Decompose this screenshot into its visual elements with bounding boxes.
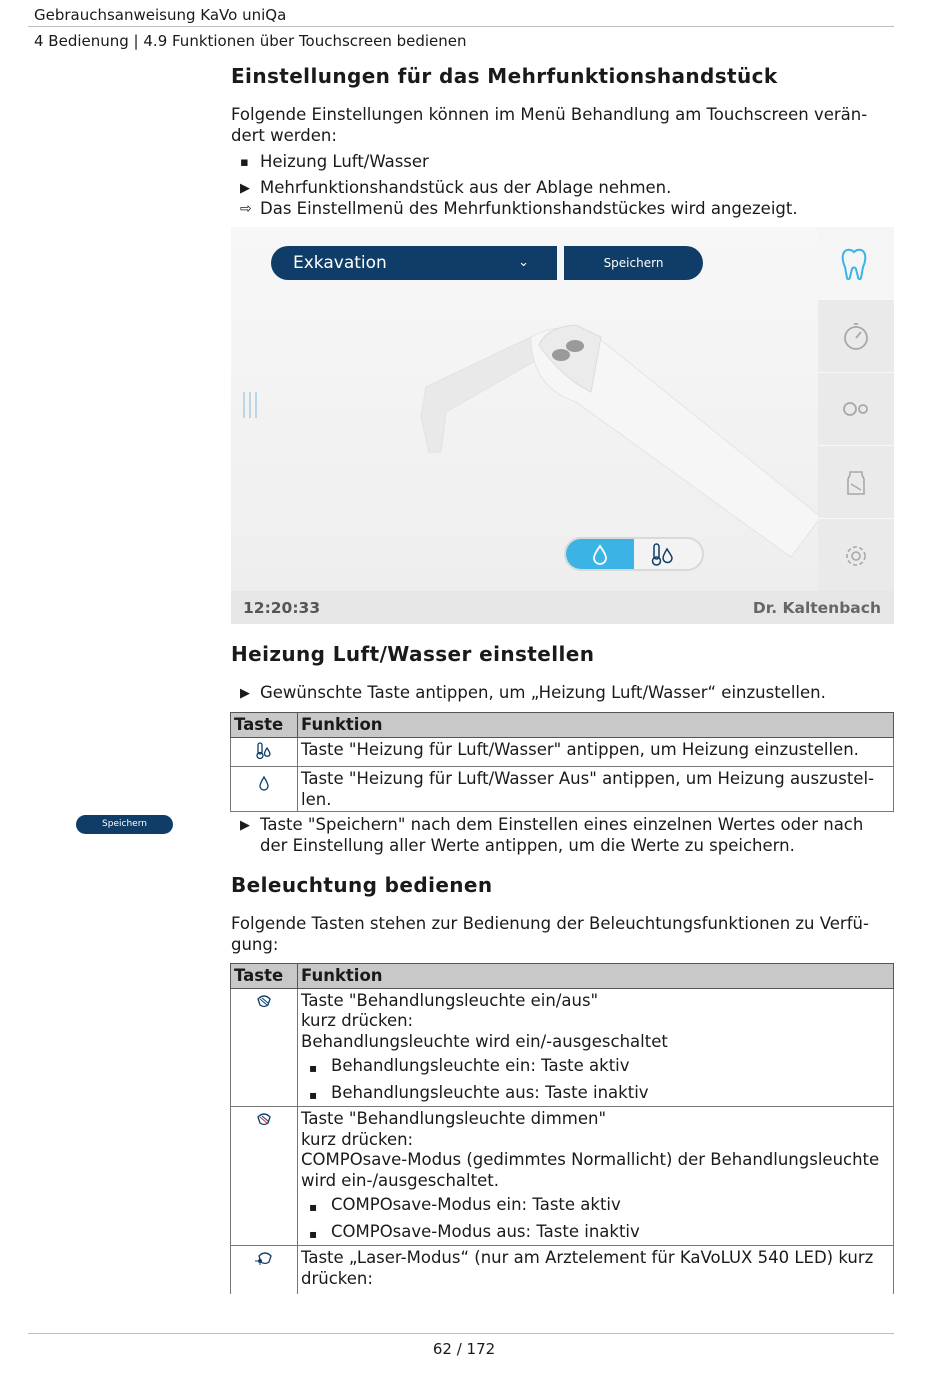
intro-paragraph: Folgende Tasten stehen zur Bedienung der Beleuchtungsfunktionen zu Verfü-gung:: [231, 914, 869, 954]
list-item-text: Heizung Luft/Wasser: [260, 152, 429, 171]
result-step: [240, 198, 880, 220]
sub-list-text: COMPOsave-Modus aus: Taste inaktiv: [331, 1221, 640, 1241]
handpiece-illustration: [231, 227, 818, 591]
lamp-dim-icon: [256, 1111, 272, 1127]
clock-time: 12:20:33: [243, 599, 321, 617]
timer-button[interactable]: [818, 299, 894, 371]
function-line: COMPOsave-Modus (gedimmtes Normallicht) der Behandlungsleuchte wird ein-/ausgeschaltet.: [301, 1150, 880, 1190]
table-cell-function: Taste "Heizung für Luft/Wasser" antippen, um Heizung einzustellen.: [298, 737, 894, 767]
thermometer-drop-icon: [256, 742, 272, 760]
bottle-icon: [818, 446, 894, 518]
function-line: Taste "Behandlungsleuchte dimmen": [301, 1109, 607, 1128]
action-step: [240, 814, 880, 856]
table-cell-function: Taste "Heizung für Luft/Wasser Aus" antippen, um Heizung auszustel-len.: [298, 767, 894, 812]
column-header-function: Funktion: [298, 964, 894, 989]
heading-lighting: Beleuchtung bedienen: [231, 873, 493, 897]
tooth-icon[interactable]: [839, 247, 869, 281]
table-cell-icon: [231, 1246, 298, 1294]
function-line: Behandlungsleuchte wird ein/-ausgeschaltet: [301, 1031, 668, 1051]
sub-list-text: COMPOsave-Modus ein: Taste aktiv: [331, 1195, 621, 1214]
action-text: Taste "Speichern" nach dem Einstellen eines einzelnen Wertes oder nach der Einstellung aller Werte antippen, um die Werte zu speichern.: [260, 815, 864, 855]
table-header-row: [231, 713, 894, 738]
table-cell-icon: [231, 1107, 298, 1246]
sub-list-text: Behandlungsleuchte aus: Taste inaktiv: [331, 1082, 649, 1102]
sub-list-item: ▪ COMPOsave-Modus aus: Taste inaktiv: [301, 1222, 890, 1245]
table-cell-function: [298, 1107, 894, 1246]
side-menu: [818, 299, 894, 591]
drop-icon: [258, 775, 270, 791]
table-cell-icon: [231, 767, 298, 812]
save-button-illustration: Speichern: [76, 815, 173, 834]
table-row: [231, 767, 894, 812]
timer-icon: [818, 300, 894, 372]
drop-icon: [566, 539, 634, 569]
column-header-key: Taste: [231, 713, 298, 738]
column-header-function: Funktion: [298, 713, 894, 738]
chain-button[interactable]: [818, 372, 894, 444]
table-cell-icon: [231, 988, 298, 1107]
page-number: 62 / 172: [432, 1340, 496, 1358]
triangle-right-icon: ▶: [240, 686, 250, 701]
table-cell-function: [298, 988, 894, 1107]
function-line: kurz drücken:: [301, 1129, 414, 1149]
table-cell-function: [298, 1246, 894, 1294]
sub-list-item: ▪ COMPOsave-Modus ein: Taste aktiv: [301, 1195, 890, 1218]
lamp-icon: [256, 993, 272, 1009]
action-text: Mehrfunktionshandstück aus der Ablage nehmen.: [260, 178, 672, 197]
breadcrumb: 4 Bedienung | 4.9 Funktionen über Touchscreen bedienen: [34, 32, 467, 50]
drag-handle-icon[interactable]: [243, 392, 259, 418]
triangle-right-icon: ▶: [240, 181, 250, 196]
chevron-down-icon: ⌄: [518, 255, 529, 270]
sub-list-item: ▪ Behandlungsleuchte aus: Taste inaktiv: [301, 1083, 890, 1106]
thermometer-drop-icon[interactable]: [634, 539, 702, 569]
function-line: Taste "Behandlungsleuchte ein/aus": [301, 990, 599, 1010]
table-header-row: [231, 964, 894, 989]
gear-icon: [818, 519, 894, 591]
action-step: [240, 682, 880, 704]
function-line: Taste „Laser-Modus“ (nur am Arztelement für KaVoLUX 540 LED) kurz drücken:: [301, 1248, 874, 1288]
column-header-key: Taste: [231, 964, 298, 989]
table-row: [231, 988, 894, 1107]
table-cell-icon: [231, 737, 298, 767]
function-line: kurz drücken:: [301, 1011, 414, 1030]
intro-paragraph: Folgende Einstellungen können im Menü Behandlung am Touchscreen verän-dert werden:: [231, 105, 868, 145]
chain-icon: [818, 373, 894, 445]
sub-list-text: Behandlungsleuchte ein: Taste aktiv: [331, 1056, 630, 1075]
heating-table: [230, 712, 894, 812]
laser-lamp-icon: [255, 1250, 273, 1266]
action-text: Gewünschte Taste antippen, um „Heizung Luft/Wasser“ einzustellen.: [260, 683, 826, 702]
document-title: Gebrauchsanweisung KaVo uniQa: [34, 6, 287, 24]
table-row: [231, 1246, 894, 1294]
dropdown-value: Exkavation: [293, 253, 387, 273]
sub-list-item: ▪ Behandlungsleuchte ein: Taste aktiv: [301, 1056, 890, 1079]
heating-off-button[interactable]: [566, 539, 634, 569]
footer-divider: [28, 1333, 894, 1334]
triangle-right-icon: ▶: [240, 818, 250, 833]
heading-handpiece-settings: Einstellungen für das Mehrfunktionshandstück: [231, 64, 778, 88]
user-name: Dr. Kaltenbach: [752, 599, 881, 617]
lighting-table: [230, 963, 894, 1294]
status-bar: [231, 591, 894, 624]
settings-button[interactable]: [818, 518, 894, 590]
arrow-right-icon: ⇨: [240, 201, 252, 217]
bullet-square: ▪: [240, 155, 249, 170]
header-divider: [28, 26, 894, 27]
action-step: [240, 177, 880, 199]
program-dropdown[interactable]: [271, 246, 557, 280]
heating-toggle[interactable]: [564, 537, 704, 571]
handpiece-view: [231, 227, 818, 591]
heading-heating: Heizung Luft/Wasser einstellen: [231, 642, 595, 666]
table-row: [231, 1107, 894, 1246]
touchscreen-screenshot: [231, 227, 894, 624]
save-button[interactable]: Speichern: [564, 246, 703, 280]
bottle-button[interactable]: [818, 445, 894, 517]
table-row: [231, 737, 894, 767]
list-item: [240, 151, 880, 173]
result-text: Das Einstellmenü des Mehrfunktionshandstückes wird angezeigt.: [260, 199, 798, 218]
